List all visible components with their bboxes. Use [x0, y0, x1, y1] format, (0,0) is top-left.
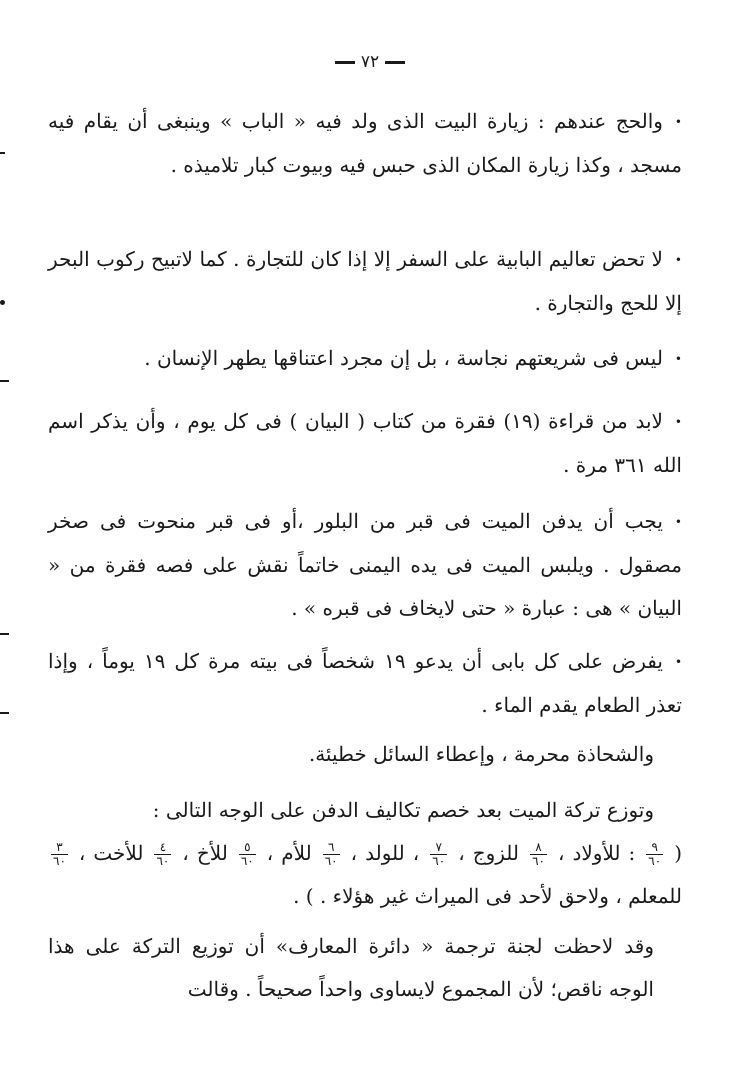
fraction-son: $\frac{٧}{٦٠}$	[432, 840, 446, 868]
bullet-icon: •	[674, 115, 682, 129]
fraction-children: $\frac{٩}{٦٠}$	[648, 840, 662, 868]
paragraph-text: لابد من قراءة (١٩) فقرة من كتاب ( البيان ) فى كل يوم ، وأن يذكر اسم الله ٣٦١ مرة .	[48, 409, 682, 477]
bullet-icon: •	[674, 352, 682, 366]
margin-mark	[0, 712, 9, 714]
page-number: ٧٢	[360, 52, 380, 72]
fraction-sister: $\frac{٤}{٦٠}$	[156, 840, 170, 868]
paragraph-text: يفرض على كل بابى أن يدعو ١٩ شخصاً فى بيته مرة كل ١٩ يوماً ، وإذا تعذر الطعام يقدم الماء .	[48, 649, 682, 717]
paragraph	[48, 500, 682, 630]
share-label-mother: للأم ،	[266, 841, 312, 865]
bullet-icon: •	[674, 655, 683, 669]
paragraph	[48, 733, 682, 776]
header-dash	[385, 61, 405, 64]
paragraph-text: يجب أن يدفن الميت فى قبر من البلور ،أو فى قبر منحوت فى صخر مصقول . ويلبس الميت فى يده اليمنى خاتماً نقش على فصه فقرة من « البيان » هى : عبارة « حتى لايخاف فى قبره » .	[48, 509, 682, 620]
open-paren: (	[674, 841, 683, 865]
inheritance-paragraph	[48, 789, 682, 918]
share-label-children: : للأولاد ،	[557, 841, 636, 865]
page-header	[0, 52, 740, 72]
header-dash	[335, 61, 355, 64]
paragraph	[48, 100, 682, 187]
share-label-teacher: للمعلم ، ولاحق لأحد فى الميراث غير هؤلاء . ) .	[293, 884, 682, 908]
fraction-brother: $\frac{٥}{٦٠}$	[240, 840, 254, 868]
paragraph-text: وتوزع تركة الميت بعد خصم تكاليف الدفن على الوجه التالى :	[152, 798, 654, 822]
fraction-spouse: $\frac{٨}{٦٠}$	[532, 840, 545, 868]
paragraph-text: والشحاذة محرمة ، وإعطاء السائل خطيئة.	[308, 742, 654, 766]
paragraph-text: والحج عندهم : زيارة البيت الذى ولد فيه « الباب » وينبغى أن يقام فيه مسجد ، وكذا زيارة المكان الذى حبس فيه وبيوت كبار تلاميذه .	[48, 109, 682, 177]
share-label-brother: للأخ ،	[182, 841, 228, 865]
share-label-sister: للأخت ،	[78, 841, 144, 865]
paragraph	[48, 400, 682, 487]
paragraph-text: ليس فى شريعتهم نجاسة ، بل إن مجرد اعتناقها يطهر الإنسان .	[144, 346, 663, 370]
margin-mark	[0, 152, 5, 154]
paragraph	[48, 337, 682, 381]
fraction-mother: $\frac{٦}{٦٠}$	[324, 840, 338, 868]
fraction-teacher: $\frac{٣}{٦٠}$	[53, 840, 66, 868]
bullet-icon: •	[674, 415, 682, 429]
paragraph-text: لا تحض تعاليم البابية على السفر إلا إذا كان للتجارة . كما لاتبيح ركوب البحر إلا للحج والتجارة .	[48, 247, 682, 315]
share-label-son: ، للولد ،	[350, 841, 420, 865]
bullet-icon: •	[674, 515, 682, 529]
margin-mark	[0, 380, 9, 382]
margin-mark	[0, 633, 9, 635]
paragraph	[48, 640, 682, 727]
paragraph-text: وقد لاحظت لجنة ترجمة « دائرة المعارف» أن توزيع التركة على هذا الوجه ناقص؛ لأن المجموع لايساوى واحداً صحيحاً . وقالت	[48, 934, 654, 1001]
paragraph	[48, 925, 682, 1011]
paragraph	[48, 238, 682, 325]
bullet-icon: •	[674, 253, 682, 267]
share-label-spouse: للزوج ،	[458, 841, 520, 865]
margin-mark	[0, 300, 5, 305]
